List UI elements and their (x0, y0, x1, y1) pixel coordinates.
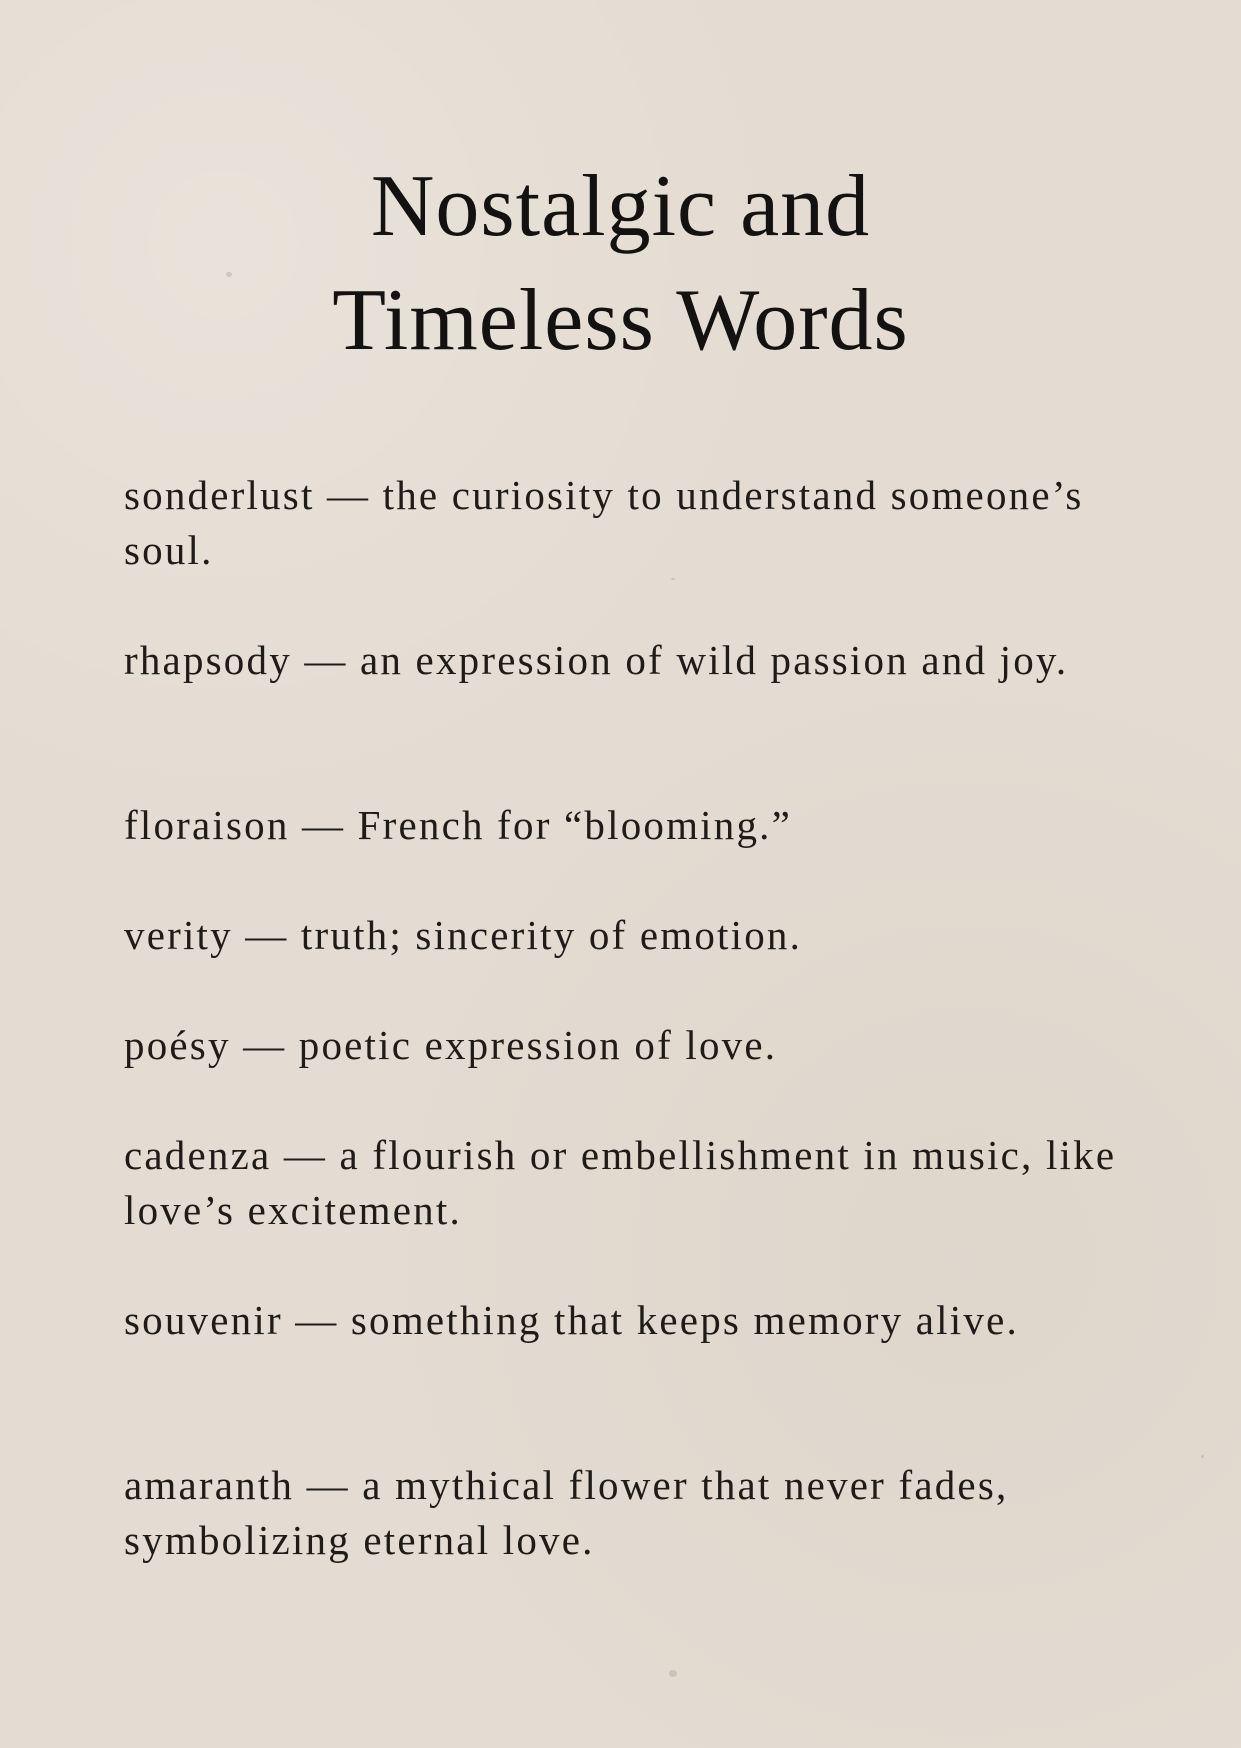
word-entry-souvenir: souvenir — something that keeps memory alive. (124, 1297, 1019, 1343)
word-entry-rhapsody: rhapsody — an expression of wild passion and joy. (124, 637, 1069, 683)
title-line-1: Nostalgic and (370, 158, 871, 255)
word-entry-sonderlust: sonderlust — the curiosity to understand someone’s soul. (124, 472, 1084, 573)
word-entry-amaranth: amaranth — a mythical flower that never fades, symbolizing eternal love. (124, 1462, 1009, 1563)
paper-speck (671, 578, 675, 580)
paper-speck (1201, 1455, 1204, 1458)
word-entry-verity: verity — truth; sincerity of emotion. (124, 912, 803, 958)
title-line-2: Timeless Words (332, 272, 909, 369)
word-entry-cadenza: cadenza — a flourish or embellishment in music, like love’s excitement. (124, 1132, 1117, 1233)
word-entry-poesy: poésy — poetic expression of love. (124, 1022, 778, 1068)
paper-speck (669, 1670, 677, 1677)
page-title (0, 150, 1241, 378)
word-entry-floraison: floraison — French for “blooming.” (124, 802, 793, 848)
